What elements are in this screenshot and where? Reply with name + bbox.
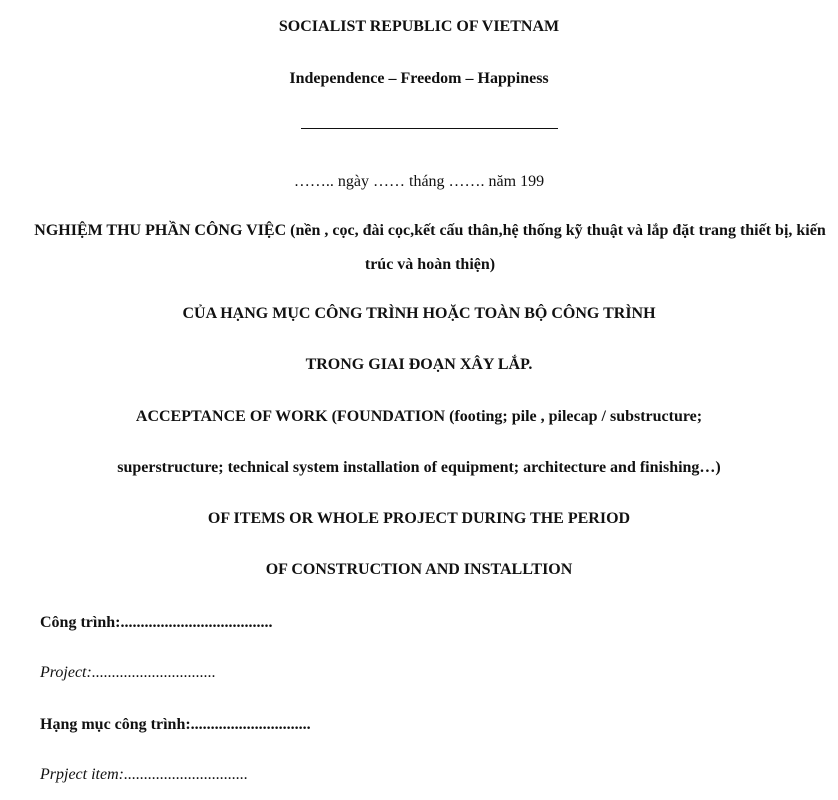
en-title-line-3: OF ITEMS OR WHOLE PROJECT DURING THE PERIOD — [207, 510, 631, 527]
en-title-line-2: superstructure; technical system installation of equipment; architecture and finishing…) — [117, 459, 721, 476]
header-divider — [301, 128, 558, 129]
en-title-line-1: ACCEPTANCE OF WORK (FOUNDATION (footing; pile , pilecap / substructure; — [135, 408, 703, 425]
field-project: Project:............................... — [40, 664, 216, 681]
vn-title-line-3: TRONG GIAI ĐOẠN XÂY LẮP. — [305, 356, 533, 373]
motto: Independence – Freedom – Happiness — [289, 70, 549, 87]
country-heading: SOCIALIST REPUBLIC OF VIETNAM — [278, 18, 560, 35]
en-title-line-4: OF CONSTRUCTION AND INSTALLTION — [265, 561, 573, 578]
field-hang-muc: Hạng mục công trình:.............................. — [40, 716, 311, 733]
date-line: …….. ngày …… tháng ……. năm 199 — [293, 173, 545, 190]
field-cong-trinh: Công trình:...................................... — [40, 614, 273, 631]
vn-title-line-2: CỦA HẠNG MỤC CÔNG TRÌNH HOẶC TOÀN BỘ CÔNG TRÌNH — [182, 305, 656, 322]
vn-title-line-1: NGHIỆM THU PHẦN CÔNG VIỆC (nền , cọc, đài cọc,kết cấu thân,hệ thống kỹ thuật và lắp đặt trang thiết bị, kiến trúc và hoàn thiện) — [34, 222, 826, 273]
field-project-item: Prpject item:............................... — [40, 766, 248, 783]
